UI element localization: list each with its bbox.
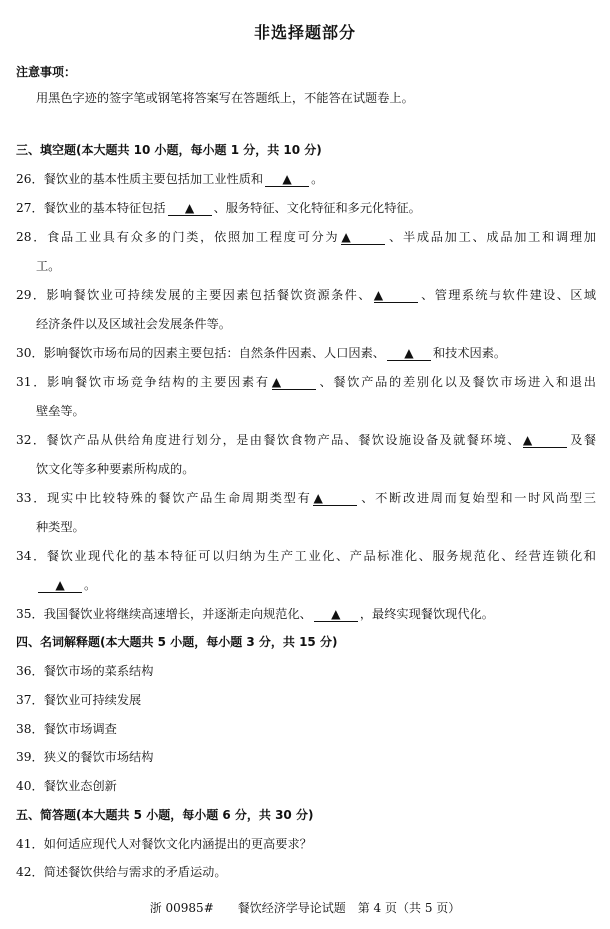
answer-blank: ▲	[387, 346, 431, 361]
notice-heading: 注意事项：	[16, 65, 77, 79]
question-text: 31．影响餐饮市场竞争结构的主要因素有	[16, 375, 270, 389]
question-28	[16, 229, 596, 245]
question-33	[16, 490, 596, 506]
term-item: 39．狭义的餐饮市场结构	[16, 750, 154, 764]
page-title: 非选择题部分	[253, 23, 356, 42]
question-text: 、不断改进周而复始型和一时风尚型三	[359, 491, 596, 505]
question-text: 。	[311, 172, 324, 186]
answer-blank: ▲	[313, 491, 357, 506]
question-35	[16, 606, 596, 622]
question-text: 、服务特征、文化特征和多元化特征。	[213, 201, 421, 215]
question-text: 、餐饮产品的差别化以及餐饮市场进入和退出	[317, 375, 596, 389]
question-text: 35．我国餐饮业将继续高速增长，并逐渐走向规范化、	[16, 607, 312, 621]
question-text: 及餐	[568, 433, 597, 447]
question-31-continued: 壁垒等。	[36, 404, 85, 418]
question-29	[16, 287, 596, 303]
question-31	[16, 374, 596, 390]
page-footer: 浙 00985# 餐饮经济学导论试题 第 4 页（共 5 页）	[149, 901, 461, 915]
question-text: 34．餐饮业现代化的基本特征可以归纳为生产工业化、产品标准化、服务规范化、经营连锁化和	[16, 549, 596, 563]
question-27	[16, 200, 596, 216]
answer-blank: ▲	[272, 375, 316, 390]
short-answer-item: 41．如何适应现代人对餐饮文化内涵提出的更高要求？	[16, 837, 312, 851]
question-text: 。	[84, 578, 97, 592]
answer-blank: ▲	[314, 607, 358, 622]
short-answer-item: 42．简述餐饮供给与需求的矛盾运动。	[16, 865, 227, 879]
question-text: 26．餐饮业的基本性质主要包括加工业性质和	[16, 172, 264, 186]
question-text: 29．影响餐饮业可持续发展的主要因素包括餐饮资源条件、	[16, 288, 372, 302]
question-28-continued: 工。	[36, 259, 61, 273]
term-item: 36．餐饮市场的菜系结构	[16, 664, 154, 678]
answer-blank: ▲	[265, 172, 309, 187]
question-30	[16, 345, 596, 361]
question-text: 和技术因素。	[432, 346, 507, 360]
question-text: 、管理系统与软件建设、区域	[419, 288, 597, 302]
question-26	[16, 171, 596, 187]
question-text: 33．现实中比较特殊的餐饮产品生命周期类型有	[16, 491, 312, 505]
section5-heading: 五、简答题(本大题共 5 小题，每小题 6 分，共 30 分)	[16, 808, 314, 822]
question-34-continued	[36, 577, 610, 593]
section4-heading: 四、名词解释题(本大题共 5 小题，每小题 3 分，共 15 分)	[16, 635, 338, 649]
notice-text: 用黑色字迹的签字笔或钢笔将答案写在答题纸上，不能答在试题卷上。	[36, 91, 414, 105]
question-text: 28．食品工业具有众多的门类，依照加工程度可分为	[16, 230, 340, 244]
question-text: 32．餐饮产品从供给角度进行划分，是由餐饮食物产品、餐饮设施设备及就餐环境、	[16, 433, 521, 447]
question-34	[16, 548, 596, 564]
answer-blank: ▲	[374, 288, 418, 303]
question-32	[16, 432, 596, 448]
term-item: 38．餐饮市场调查	[16, 722, 117, 736]
answer-blank: ▲	[341, 230, 385, 245]
section3-heading: 三、填空题(本大题共 10 小题，每小题 1 分，共 10 分)	[16, 143, 322, 157]
question-33-continued: 种类型。	[36, 520, 85, 534]
question-text: 27．餐饮业的基本特征包括	[16, 201, 166, 215]
term-item: 40．餐饮业态创新	[16, 779, 117, 793]
question-text: 、半成品加工、成品加工和调理加	[387, 230, 596, 244]
question-32-continued: 饮文化等多种要素所构成的。	[36, 462, 195, 476]
answer-blank: ▲	[38, 578, 82, 593]
answer-blank: ▲	[168, 201, 212, 216]
answer-blank: ▲	[523, 433, 567, 448]
question-29-continued: 经济条件以及区域社会发展条件等。	[36, 317, 231, 331]
question-text: 30．影响餐饮市场布局的因素主要包括：自然条件因素、人口因素、	[16, 346, 385, 360]
question-text: ，最终实现餐饮现代化。	[359, 607, 494, 621]
term-item: 37．餐饮业可持续发展	[16, 693, 142, 707]
